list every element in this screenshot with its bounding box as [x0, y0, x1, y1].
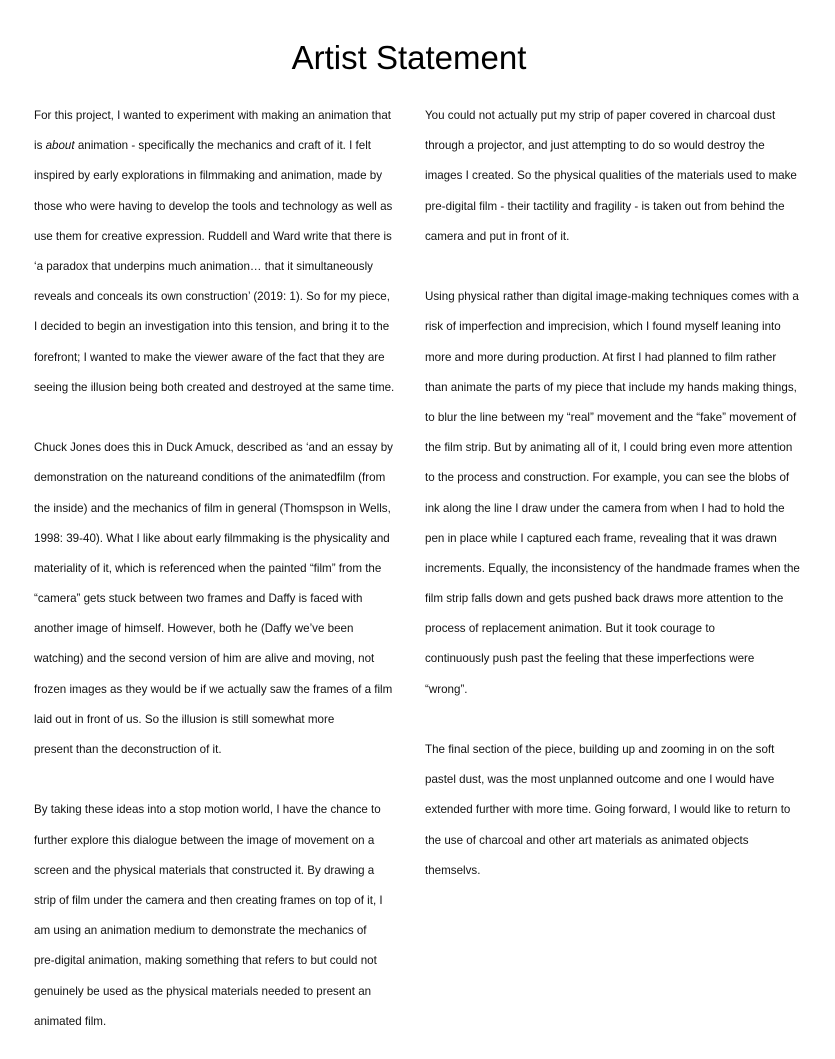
italic-word: about: [45, 139, 75, 153]
text-line: am using an animation medium to demonstrate the mechanics of: [34, 924, 367, 938]
text-line: “camera” gets stuck between two frames and Daffy is faced with: [34, 592, 363, 606]
right-column: [425, 93, 817, 908]
text-line: images I created. So the physical qualities of the materials used to make: [425, 169, 797, 183]
text-line: seeing the illusion being both created and destroyed at the same time.: [34, 380, 395, 394]
text-line: ‘a paradox that underpins much animation… that it simultaneously: [34, 260, 373, 274]
text-line: watching) and the second version of him are alive and moving, not: [34, 652, 375, 666]
text-segment: is: [34, 139, 46, 153]
text-line: screen and the physical materials that constructed it. By drawing a: [34, 863, 375, 877]
text-line: risk of imperfection and imprecision, which I found myself leaning into: [425, 320, 781, 334]
page-title: Artist Statement: [291, 39, 527, 76]
text-line: ink along the line I draw under the camera from when I had to hold the: [425, 501, 785, 515]
text-line: continuously push past the feeling that these imperfections were: [425, 652, 755, 666]
text-line: pen in place while I captured each frame, revealing that it was drawn: [425, 531, 777, 545]
text-line: the inside) and the mechanics of film in general (Thomspson in Wells,: [34, 501, 391, 515]
text-line: materiality of it, which is referenced when the painted “film” from the: [34, 561, 382, 575]
right-paragraph-2: [425, 274, 817, 712]
text-line: extended further with more time. Going forward, I would like to return to: [425, 803, 791, 817]
text-line: strip of film under the camera and then creating frames on top of it, I: [34, 893, 383, 907]
left-paragraph-3: [34, 787, 410, 1044]
text-line: Using physical rather than digital image-making techniques comes with a: [425, 290, 799, 304]
text-line: frozen images as they would be if we actually saw the frames of a film: [34, 682, 393, 696]
text-line: pastel dust, was the most unplanned outcome and one I would have: [425, 773, 775, 787]
left-paragraph-1: [34, 93, 410, 410]
text-line: reveals and conceals its own construction’ (2019: 1). So for my piece,: [34, 290, 390, 304]
text-line: inspired by early explorations in filmmaking and animation, made by: [34, 169, 382, 183]
left-paragraph-2: [34, 425, 410, 772]
text-line: You could not actually put my strip of paper covered in charcoal dust: [425, 109, 776, 123]
text-line: to the process and construction. For example, you can see the blobs of: [425, 471, 790, 485]
text-segment: animation - specifically the mechanics and craft of it. I felt: [74, 139, 372, 153]
right-paragraph-3: [425, 727, 817, 893]
right-paragraph-1: [425, 93, 817, 259]
text-line: than animate the parts of my piece that include my hands making things,: [425, 380, 797, 394]
text-line: genuinely be used as the physical materials needed to present an: [34, 984, 372, 998]
text-line: demonstration on the natureand conditions of the animatedfilm (from: [34, 471, 386, 485]
text-line: 1998: 39-40). What I like about early filmmaking is the physicality and: [34, 531, 390, 545]
text-line: present than the deconstruction of it.: [34, 743, 222, 757]
text-line: animated film.: [34, 1014, 107, 1028]
text-line: The final section of the piece, building up and zooming in on the soft: [425, 743, 775, 757]
text-line: those who were having to develop the tools and technology as well as: [34, 199, 393, 213]
text-line: laid out in front of us. So the illusion is still somewhat more: [34, 712, 335, 726]
text-line: to blur the line between my “real” movement and the “fake” movement of: [425, 410, 797, 424]
text-line: the use of charcoal and other art materials as animated objects: [425, 833, 749, 847]
text-line: “wrong”.: [425, 682, 468, 696]
text-line: the film strip. But by animating all of it, I could bring even more attention: [425, 441, 793, 455]
text-line: further explore this dialogue between the image of movement on a: [34, 833, 375, 847]
text-line: Chuck Jones does this in Duck Amuck, described as ‘and an essay by: [34, 441, 393, 455]
text-line: For this project, I wanted to experiment with making an animation that: [34, 109, 392, 123]
text-line: use them for creative expression. Ruddell and Ward write that there is: [34, 229, 392, 243]
text-line: film strip falls down and gets pushed back draws more attention to the: [425, 592, 784, 606]
text-line: forefront; I wanted to make the viewer aware of the fact that they are: [34, 350, 385, 364]
left-column: [34, 93, 410, 1059]
text-line: another image of himself. However, both he (Daffy we’ve been: [34, 622, 354, 636]
text-line: more and more during production. At first I had planned to film rather: [425, 350, 777, 364]
text-line: pre-digital animation, making something that refers to but could not: [34, 954, 377, 968]
text-line: pre-digital film - their tactility and fragility - is taken out from behind the: [425, 199, 785, 213]
text-line: camera and put in front of it.: [425, 229, 570, 243]
text-line: themselvs.: [425, 863, 481, 877]
text-line: I decided to begin an investigation into this tension, and bring it to the: [34, 320, 390, 334]
text-line: through a projector, and just attempting to do so would destroy the: [425, 139, 765, 153]
text-line: process of replacement animation. But it took courage to: [425, 622, 716, 636]
text-line: increments. Equally, the inconsistency of the handmade frames when the: [425, 561, 800, 575]
text-line: By taking these ideas into a stop motion world, I have the chance to: [34, 803, 381, 817]
text-line-with-italic: [34, 138, 410, 153]
